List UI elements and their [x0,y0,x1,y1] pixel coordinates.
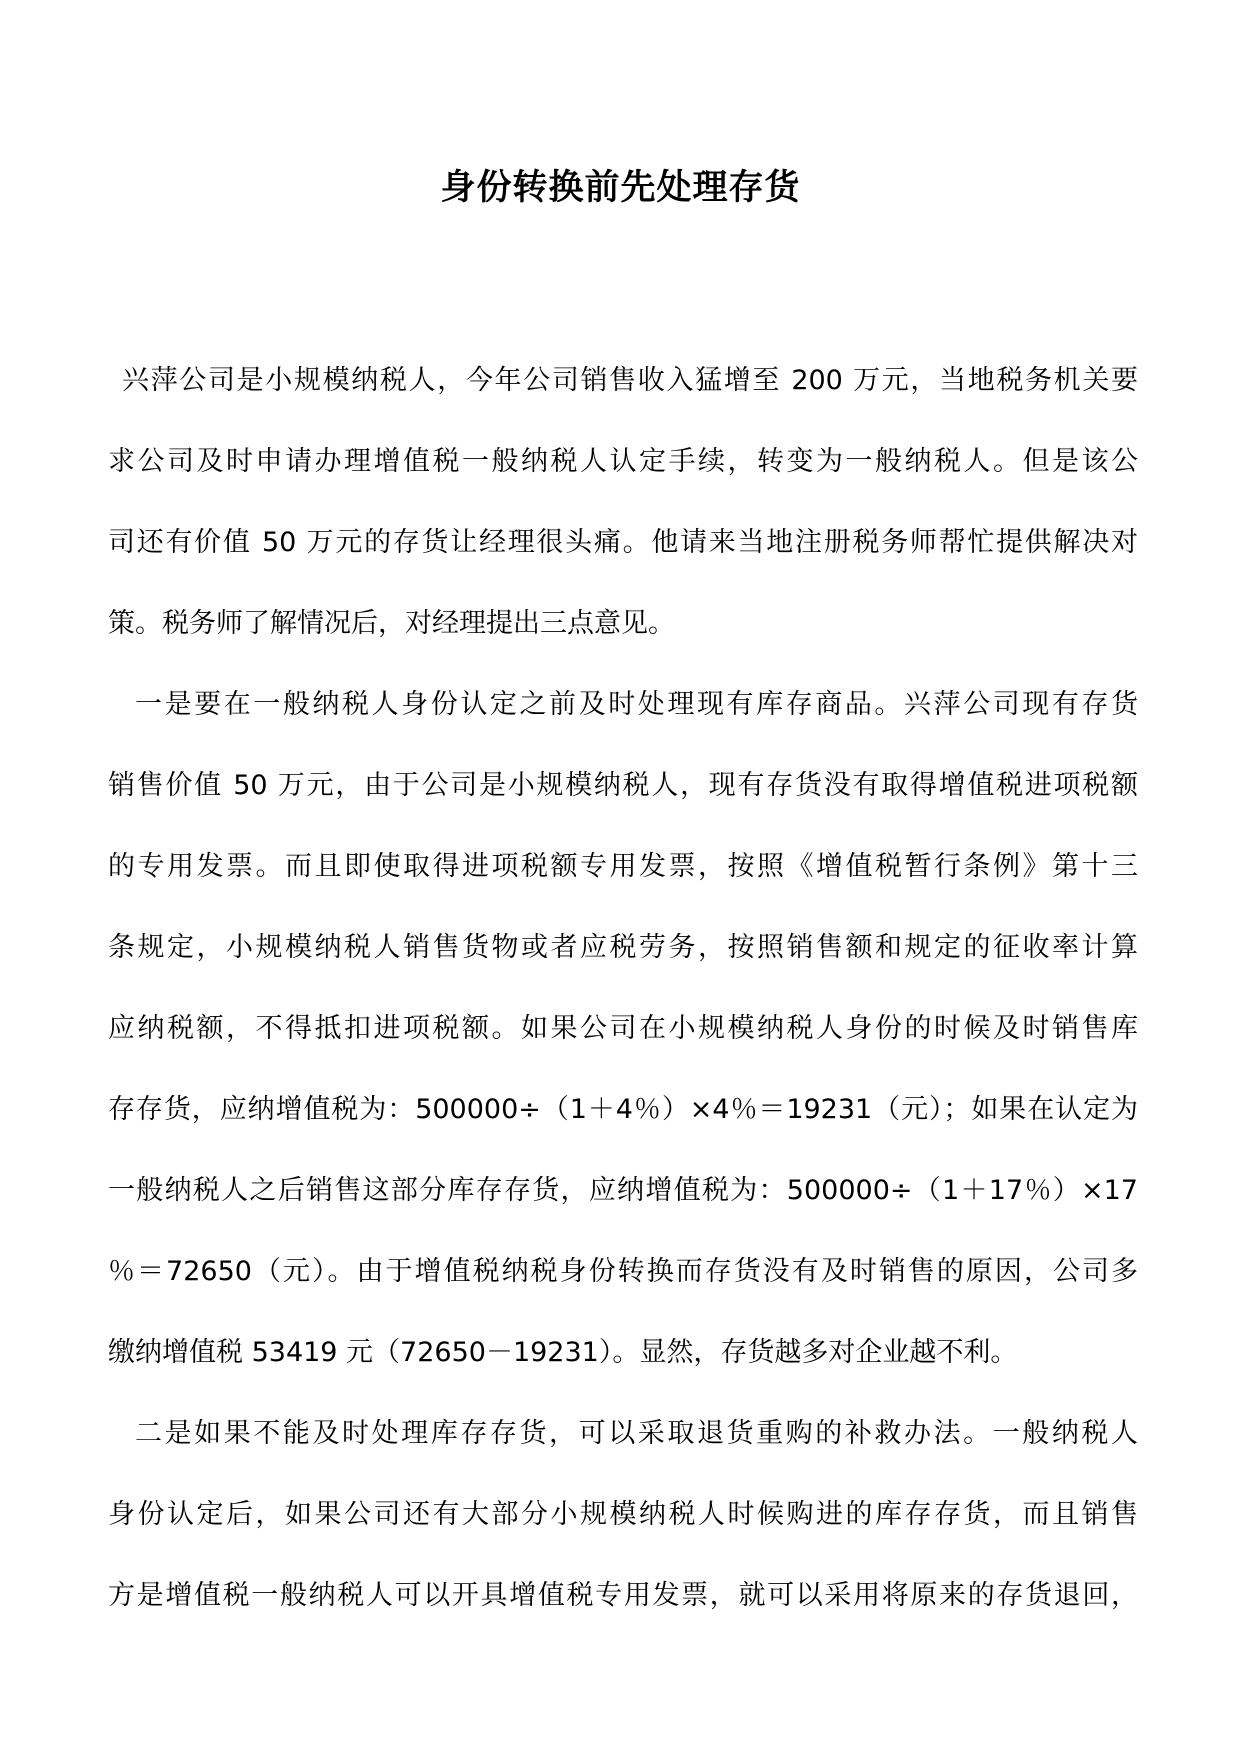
paragraph-line: 身份认定后，如果公司还有大部分小规模纳税人时候购进的库存存货，而且销售 [108,1499,1138,1530]
paragraph-line: 一般纳税人之后销售这部分库存存货，应纳增值税为：500000÷（1＋17％）×17 [108,1175,1138,1206]
paragraph-line: ％＝72650（元）。由于增值税纳税身份转换而存货没有及时销售的原因，公司多 [108,1256,1138,1287]
document-title: 身份转换前先处理存货 [440,168,801,208]
paragraph-line: 存存货，应纳增值税为：500000÷（1＋4％）×4％＝19231（元）；如果在认定为 [108,1094,1138,1125]
paragraph-line: 缴纳增值税 53419 元（72650－19231）。显然，存货越多对企业越不利。 [108,1337,1018,1368]
paragraph-line: 策。税务师了解情况后，对经理提出三点意见。 [108,608,675,639]
paragraph-line: 的专用发票。而且即使取得进项税额专用发票，按照《增值税暂行条例》第十三 [108,851,1138,882]
paragraph-line: 一是要在一般纳税人身份认定之前及时处理现有库存商品。兴萍公司现有存货 [135,689,1138,720]
paragraph-line: 方是增值税一般纳税人可以开具增值税专用发票，就可以采用将原来的存货退回， [108,1580,1138,1611]
paragraph-line: 司还有价值 50 万元的存货让经理很头痛。他请来当地注册税务师帮忙提供解决对 [108,527,1138,558]
paragraph-line: 兴萍公司是小规模纳税人，今年公司销售收入猛增至 200 万元，当地税务机关要 [122,365,1138,396]
paragraph-line: 求公司及时申请办理增值税一般纳税人认定手续，转变为一般纳税人。但是该公 [108,446,1138,477]
paragraph-line: 条规定，小规模纳税人销售货物或者应税劳务，按照销售额和规定的征收率计算 [108,932,1138,963]
paragraph-line: 销售价值 50 万元，由于公司是小规模纳税人，现有存货没有取得增值税进项税额 [108,770,1138,801]
paragraph-line: 应纳税额，不得抵扣进项税额。如果公司在小规模纳税人身份的时候及时销售库 [108,1013,1138,1044]
document-body [108,340,1138,1636]
paragraph-line: 二是如果不能及时处理库存存货，可以采取退货重购的补救办法。一般纳税人 [135,1418,1138,1449]
